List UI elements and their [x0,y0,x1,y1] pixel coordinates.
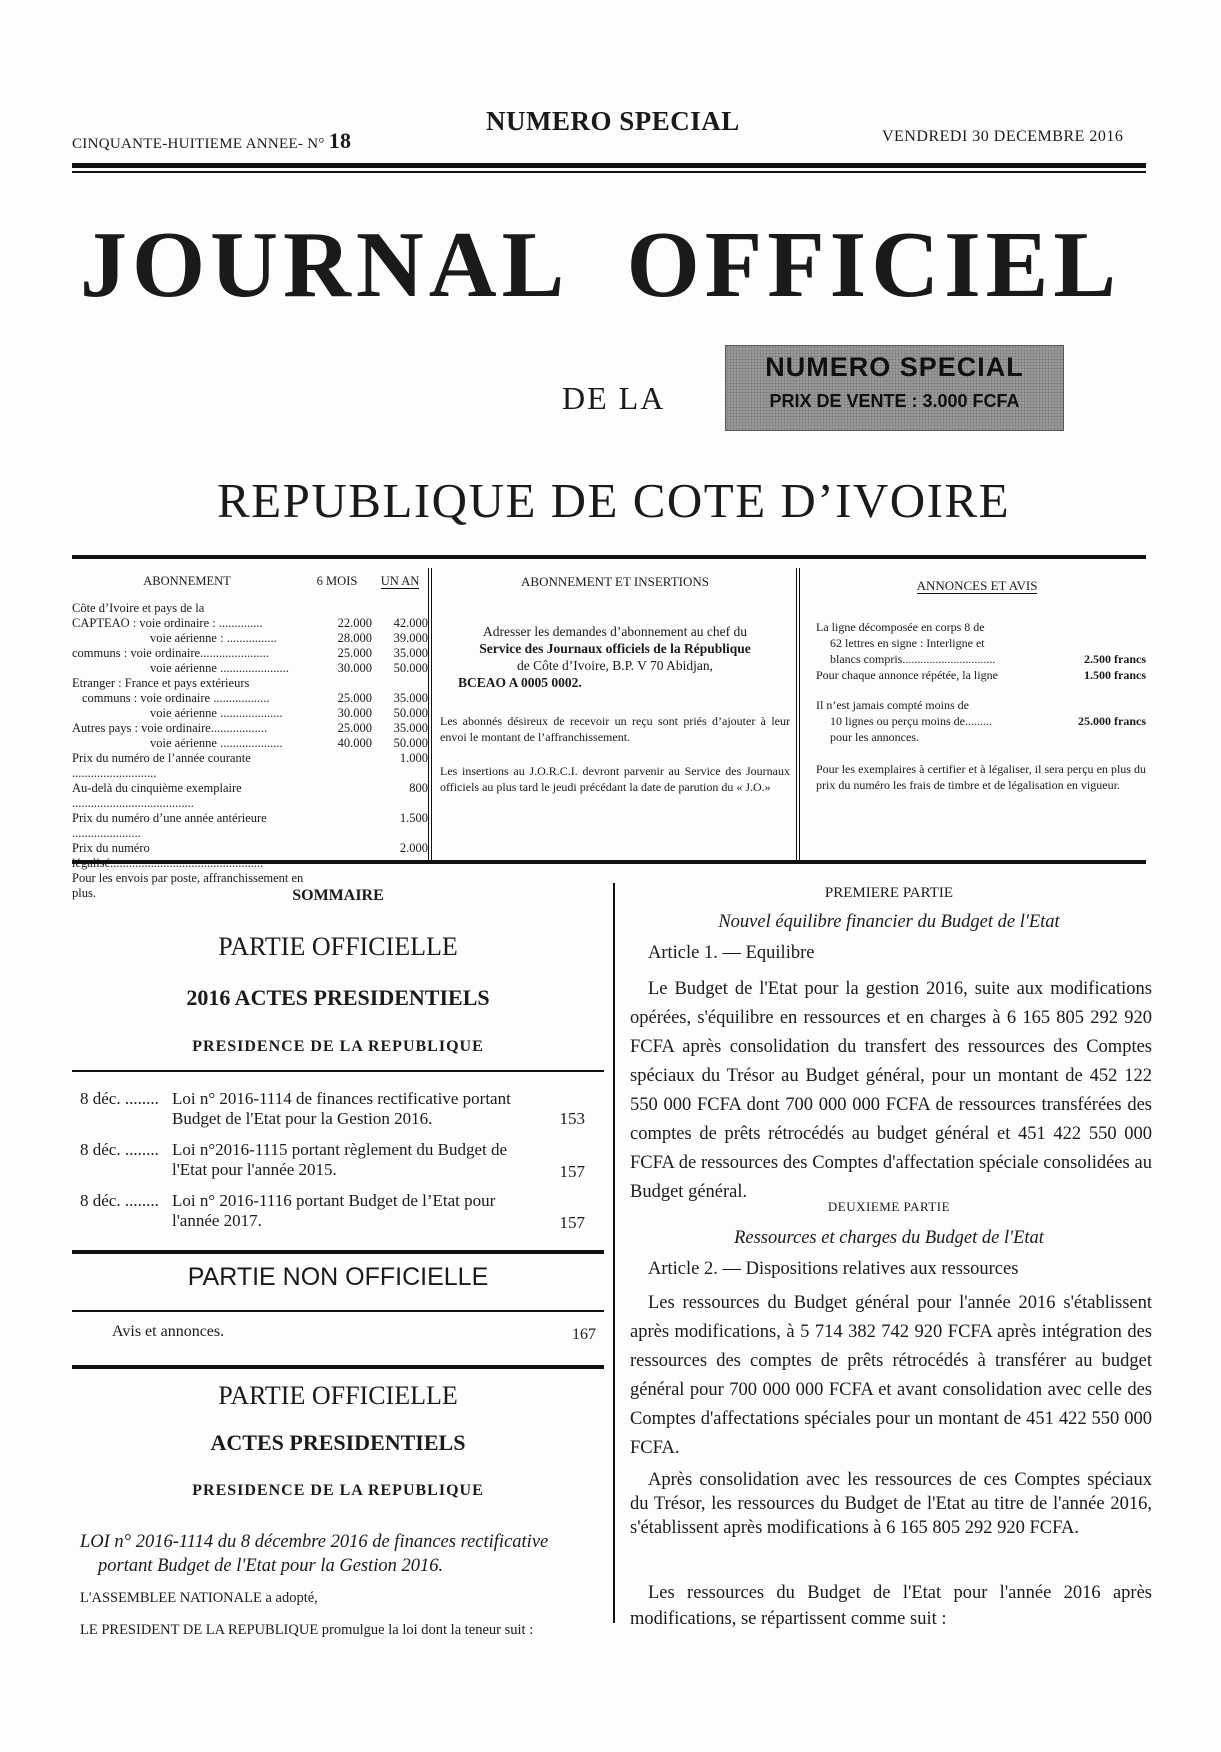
rate-6-mois [328,601,372,616]
rate-row [72,631,428,646]
rate-label: voie aérienne : ................ [150,631,277,645]
rate-label: Prix du numéro d’une année antérieure ...................... [72,811,267,840]
issue-number: 18 [328,128,352,153]
rate-un-an: 39.000 [393,631,428,645]
official-actes-title: ACTES PRESIDENTIELS [210,1430,466,1455]
annonces-v3: 2.500 francs [1084,652,1146,666]
special-box-price: PRIX DE VENTE : 3.000 FCFA [769,391,1020,411]
article-1-text: Le Budget de l'Etat pour la gestion 2016, suite aux modifications opérées, s'équilibre en ressources et en charges à 6 165 805 292 920 FCFA après consolidation du transfert des ressources des Comptes spéciaux du Trésor au Budget général, pour un montant de 452 122 550 000 FCFA dont 700 000 000 FCFA de ressources transférées des comptes de prêts rétrocédés au budget général et 451 422 550 000 FCFA de ressources des Comptes d'affectation spéciale consolidées au Budget général. [630,979,1152,1202]
rate-un-an: 35.000 [393,691,428,705]
annonces-l6: 10 lignes ou perçu moins de......... [830,714,992,728]
toc-text: Loi n° 2016-1114 de finances rectificative portant Budget de l'Etat pour la Gestion 2016. [172,1089,511,1128]
rate-un-an: 1.500 [399,811,428,825]
toc-date: 8 déc. ........ [80,1140,159,1159]
annonces-l5: Il n’est jamais compté moins de [816,698,969,712]
sommaire-rule [72,1070,604,1072]
premiere-partie: PREMIERE PARTIE [824,885,954,901]
rate-label: Au-delà du cinquième exemplaire ....................................... [72,781,242,810]
official-partie-title: PARTIE OFFICIELLE [218,1381,458,1410]
article-2-heading: Article 2. — Dispositions relatives aux ressources [648,1259,1019,1279]
insertions-header: ABONNEMENT ET INSERTIONS [521,574,709,589]
assemblee-line: L'ASSEMBLEE NATIONALE a adopté, [80,1590,318,1606]
rate-6-mois: 25.000 [337,691,372,705]
edition-label: NUMERO SPECIAL [486,106,740,136]
subscription-insertions-box [440,568,790,858]
rate-label: CAPTEAO : voie ordinaire : .............. [72,616,263,630]
masthead-de-la: DE LA [562,380,666,416]
non-officielle-rule-thin [72,1310,604,1312]
annonces-l2: 62 lettres en signe : Interligne et [830,636,985,650]
insertions-p3: Les insertions au J.O.R.C.I. devront parvenir au Service des Journaux officiels au plus tard le jeudi précédant la date de parution du « J.O.» [440,764,790,794]
rate-label: voie aérienne ...................... [150,661,289,675]
special-edition-box [725,345,1064,431]
non-officielle-rule [72,1250,604,1254]
avis-label[interactable]: Avis et annonces. [112,1323,225,1340]
rate-label: voie aérienne .................... [150,706,283,720]
rate-6-mois: 40.000 [337,736,372,750]
column-separator [613,883,615,1623]
issue-date: VENDREDI 30 DECEMBRE 2016 [882,128,1124,145]
annonces-header: ANNONCES ET AVIS [916,578,1038,593]
rate-6-mois: 22.000 [337,616,372,630]
rate-label: communs : voie ordinaire .................. [82,691,270,705]
rate-un-an [372,676,428,691]
sommaire-actes-heading: 2016 ACTES PRESIDENTIELS [186,985,490,1010]
rate-6-mois: 25.000 [337,646,372,660]
rate-label: Autres pays : voie ordinaire.................. [72,721,268,735]
toc-page: 157 [559,1162,585,1181]
official-part-rule [72,1365,604,1369]
article-1-heading: Article 1. — Equilibre [648,943,815,963]
rate-row [72,811,428,841]
insertions-p1a: Adresser les demandes d’abonnement au chef du [483,624,747,639]
rate-6-mois: 30.000 [337,661,372,675]
insertions-p1c: de Côte d’Ivoire, B.P. V 70 Abidjan, [517,658,713,673]
special-box-title: NUMERO SPECIAL [765,352,1024,382]
subscription-bottom-rule [72,860,1146,864]
rate-6-mois [328,751,372,781]
rate-row [72,661,428,676]
deuxieme-partie: DEUXIEME PARTIE [827,1199,951,1214]
annonces-l1: La ligne décomposée en corps 8 de [816,620,985,634]
masthead-title: JOURNAL OFFICIEL [80,213,1122,317]
avis-page: 167 [572,1326,596,1343]
insertions-p1d: BCEAO A 0005 0002. [458,675,582,690]
toc-entry[interactable] [80,1089,585,1131]
loi-title: LOI n° 2016-1114 du 8 décembre 2016 de finances rectificative portant Budget de l'Etat pour la Gestion 2016. [80,1532,549,1576]
toc-text: Loi n°2016-1115 portant règlement du Budget de l'Etat pour l'année 2015. [172,1140,508,1179]
rate-label: Prix du numéro [72,841,150,855]
rate-un-an [372,601,428,616]
rate-un-an: 800 [409,781,428,795]
rate-row [72,781,428,811]
rate-label: Côte d’Ivoire et pays de la [72,601,205,615]
rate-un-an: 50.000 [393,706,428,720]
rate-un-an: 35.000 [393,721,428,735]
annonces-l4: Pour chaque annonce répétée, la ligne [816,668,998,682]
year-label: CINQUANTE-HUITIEME ANNEE- N° [72,136,325,152]
rate-un-an: 35.000 [393,646,428,660]
rate-6-mois [328,781,372,811]
annonces-paragraph: Pour les exemplaires à certifier et à légaliser, il sera perçu en plus du prix du numéro les frais de timbre et de légalisation en vigueur. [816,762,1146,792]
rate-label: voie aérienne .................... [150,736,283,750]
rate-un-an: 42.000 [393,616,428,630]
rate-row [72,691,428,706]
rate-un-an: 50.000 [393,736,428,750]
rate-label: Etranger : France et pays extérieurs [72,676,250,690]
rate-row [72,676,428,691]
rate-label: communs : voie ordinaire...................... [72,646,269,660]
six-mois-header: 6 MOIS [316,574,358,588]
partie-non-officielle-title: PARTIE NON OFFICIELLE [187,1263,489,1291]
rate-rows [72,601,428,901]
annonces-l3: blancs compris............................... [830,652,996,666]
toc-entry[interactable] [80,1191,585,1233]
rate-row [72,646,428,661]
rate-row [72,616,428,631]
header-rule [72,163,1146,168]
announcements-box [808,568,1146,858]
article-2-paragraph-3: Les ressources du Budget de l'Etat pour l'année 2016 après modifications, se répartissent comme suit : [630,1583,1152,1629]
rate-6-mois: 25.000 [337,721,372,735]
rate-label: Pour les envois par poste, affranchissement en plus. [72,871,304,900]
rate-un-an: 50.000 [393,661,428,675]
year-issue-label [72,128,351,154]
insertions-p2: Les abonnés désireux de recevoir un reçu sont priés d’ajouter à leur envoi le montant de l’affranchissement. [440,714,790,744]
sommaire-title: SOMMAIRE [292,887,384,904]
rate-un-an: 2.000 [399,841,428,855]
rate-6-mois [328,841,372,871]
toc-date: 8 déc. ........ [80,1191,159,1210]
box-divider [796,568,800,860]
article-2-paragraph-2: Après consolidation avec les ressources de ces Comptes spéciaux du Trésor, les ressources du Budget de l'Etat au titre de l'année 2016, s'établissent après modifications à 6 165 805 292 920 FCFA. [630,1470,1152,1538]
rate-6-mois: 28.000 [337,631,372,645]
toc-entry[interactable] [80,1140,585,1182]
rate-6-mois [328,676,372,691]
sommaire-presidence: PRESIDENCE DE LA REPUBLIQUE [192,1038,484,1055]
annonces-v6: 25.000 francs [1078,714,1146,728]
toc-text: Loi n° 2016-1116 portant Budget de l’Etat pour l'année 2017. [172,1191,496,1230]
annonces-v4: 1.500 francs [1084,668,1146,682]
president-line: LE PRESIDENT DE LA REPUBLIQUE promulgue la loi dont la teneur suit : [80,1622,534,1638]
sommaire-partie-officielle: PARTIE OFFICIELLE [218,932,458,961]
annonces-l7: pour les annonces. [830,730,919,744]
rate-un-an: 1.000 [399,751,428,765]
rate-row [72,721,428,736]
header-rule-thin [72,171,1146,173]
premiere-partie-subtitle: Nouvel équilibre financier du Budget de l'Etat [718,912,1060,932]
rate-row [72,736,428,751]
abonnement-header: ABONNEMENT [143,574,231,588]
subscription-top-rule [72,555,1146,559]
rate-row [72,601,428,616]
official-presidence: PRESIDENCE DE LA REPUBLIQUE [192,1482,484,1499]
toc-page: 153 [559,1109,585,1128]
deuxieme-partie-subtitle: Ressources et charges du Budget de l'Etat [734,1228,1044,1248]
republic-title: REPUBLIQUE DE COTE D’IVOIRE [217,473,1011,528]
article-2-paragraph-1: Les ressources du Budget général pour l'année 2016 s'établissent après modifications, à 5 714 382 742 920 FCFA après intégration des ressources des comptes de prêts rétrocédés à transférer au budget général pour 700 000 000 FCFA et avant consolidation avec celle des Comptes d'affectations spéciales pour un montant de 451 422 550 000 FCFA. [630,1293,1152,1458]
insertions-p1b: Service des Journaux officiels de la République [479,641,751,656]
rate-label: Prix du numéro de l’année courante ........................... [72,751,251,780]
toc-page: 157 [559,1213,585,1232]
rate-row [72,751,428,781]
rate-row [72,841,428,871]
rate-6-mois: 30.000 [337,706,372,720]
toc-date: 8 déc. ........ [80,1089,159,1108]
box-divider [428,568,432,860]
un-an-header: UN AN [380,574,420,588]
rate-row [72,706,428,721]
rate-6-mois [328,811,372,841]
